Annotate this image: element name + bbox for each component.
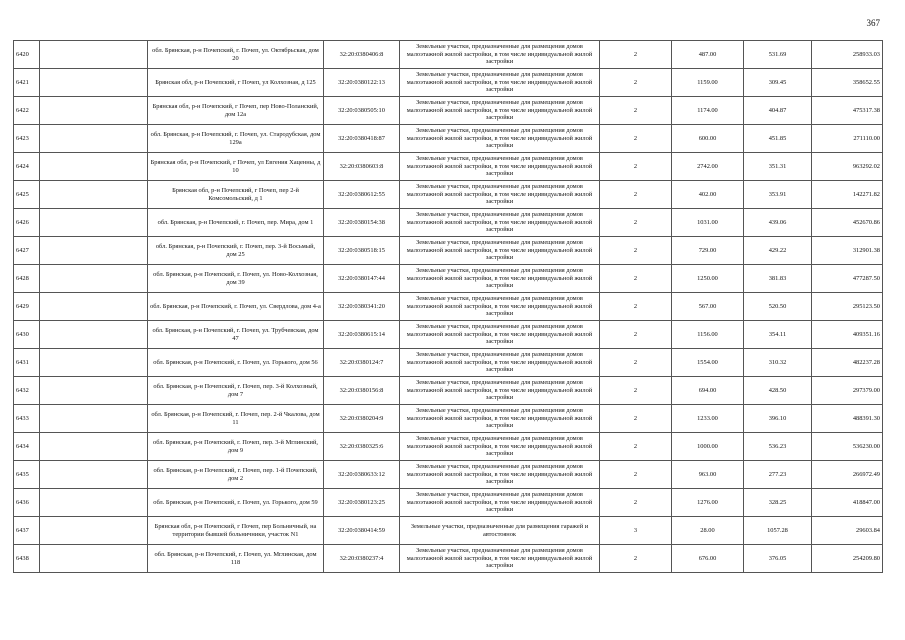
address-cell: Брянская обл, р-н Почепский, г Почеп, ул Евгения Хаценны, д 10	[148, 153, 324, 181]
address-cell: обл. Брянская, р-н Почепский, г. Почеп, пер. Мира, дом 1	[148, 209, 324, 237]
area-cell: 600.00	[672, 125, 744, 153]
specific-value-cell: 1057.28	[744, 517, 812, 545]
address-cell: обл. Брянская, р-н Почепский, г. Почеп, ул. Горького, дом 59	[148, 489, 324, 517]
address-cell: Брянская обл, р-н Почепский, г Почеп, пер 2-й Комсомольский, д 1	[148, 181, 324, 209]
blank-cell	[40, 545, 148, 573]
blank-cell	[40, 237, 148, 265]
land-use-cell: Земельные участки, предназначенные для размещения домов малоэтажной жилой застройки, в том числе индивидуальной жилой застройки	[400, 181, 600, 209]
table-row	[14, 489, 883, 517]
area-cell: 1156.00	[672, 321, 744, 349]
area-cell: 1000.00	[672, 433, 744, 461]
cadastral-number-cell: 32:20:0380406:8	[324, 41, 400, 69]
blank-cell	[40, 517, 148, 545]
address-cell: Брянская обл, р-н Почепский, г Почеп, ул Колхозная, д 125	[148, 69, 324, 97]
address-cell: обл. Брянская, р-н Почепский, г. Почеп, ул. Мглинская, дом 118	[148, 545, 324, 573]
land-use-cell: Земельные участки, предназначенные для размещения домов малоэтажной жилой застройки, в том числе индивидуальной жилой застройки	[400, 545, 600, 573]
cadastral-value-cell: 452670.86	[812, 209, 883, 237]
specific-value-cell: 376.05	[744, 545, 812, 573]
area-cell: 2742.00	[672, 153, 744, 181]
address-cell: обл. Брянская, р-н Почепский, г. Почеп, пер. 3-й Мглинский, дом 9	[148, 433, 324, 461]
cadastral-value-cell: 266972.49	[812, 461, 883, 489]
area-cell: 1159.00	[672, 69, 744, 97]
cadastral-number-cell: 32:20:0380603:8	[324, 153, 400, 181]
specific-value-cell: 531.69	[744, 41, 812, 69]
row-number-cell: 6430	[14, 321, 40, 349]
area-cell: 487.00	[672, 41, 744, 69]
table-row	[14, 545, 883, 573]
row-number-cell: 6423	[14, 125, 40, 153]
blank-cell	[40, 125, 148, 153]
area-cell: 1174.00	[672, 97, 744, 125]
row-number-cell: 6437	[14, 517, 40, 545]
cadastral-number-cell: 32:20:0380156:8	[324, 377, 400, 405]
specific-value-cell: 277.23	[744, 461, 812, 489]
specific-value-cell: 428.50	[744, 377, 812, 405]
row-number-cell: 6435	[14, 461, 40, 489]
land-use-cell: Земельные участки, предназначенные для размещения домов малоэтажной жилой застройки, в том числе индивидуальной жилой застройки	[400, 489, 600, 517]
group-cell: 2	[600, 489, 672, 517]
land-use-cell: Земельные участки, предназначенные для размещения домов малоэтажной жилой застройки, в том числе индивидуальной жилой застройки	[400, 153, 600, 181]
address-cell: обл. Брянская, р-н Почепский, г. Почеп, ул. Стародубская, дом 129а	[148, 125, 324, 153]
cadastral-number-cell: 32:20:0380123:25	[324, 489, 400, 517]
cadastral-value-cell: 536230.00	[812, 433, 883, 461]
group-cell: 2	[600, 97, 672, 125]
cadastral-value-cell: 482237.28	[812, 349, 883, 377]
area-cell: 1031.00	[672, 209, 744, 237]
land-use-cell: Земельные участки, предназначенные для размещения домов малоэтажной жилой застройки, в том числе индивидуальной жилой застройки	[400, 69, 600, 97]
table-row	[14, 153, 883, 181]
specific-value-cell: 520.50	[744, 293, 812, 321]
area-cell: 1554.00	[672, 349, 744, 377]
cadastral-value-cell: 271110.00	[812, 125, 883, 153]
blank-cell	[40, 489, 148, 517]
specific-value-cell: 353.91	[744, 181, 812, 209]
row-number-cell: 6421	[14, 69, 40, 97]
group-cell: 2	[600, 237, 672, 265]
land-use-cell: Земельные участки, предназначенные для размещения домов малоэтажной жилой застройки, в том числе индивидуальной жилой застройки	[400, 265, 600, 293]
table-row	[14, 181, 883, 209]
specific-value-cell: 404.87	[744, 97, 812, 125]
land-use-cell: Земельные участки, предназначенные для размещения домов малоэтажной жилой застройки, в том числе индивидуальной жилой застройки	[400, 433, 600, 461]
cadastral-value-cell: 477287.50	[812, 265, 883, 293]
group-cell: 2	[600, 377, 672, 405]
group-cell: 2	[600, 405, 672, 433]
specific-value-cell: 354.11	[744, 321, 812, 349]
specific-value-cell: 429.22	[744, 237, 812, 265]
row-number-cell: 6420	[14, 41, 40, 69]
area-cell: 676.00	[672, 545, 744, 573]
page-number: 367	[866, 18, 880, 28]
area-cell: 963.00	[672, 461, 744, 489]
row-number-cell: 6426	[14, 209, 40, 237]
blank-cell	[40, 433, 148, 461]
area-cell: 1250.00	[672, 265, 744, 293]
cadastral-value-cell: 358652.55	[812, 69, 883, 97]
table-row	[14, 293, 883, 321]
row-number-cell: 6425	[14, 181, 40, 209]
blank-cell	[40, 265, 148, 293]
cadastral-number-cell: 32:20:0380124:7	[324, 349, 400, 377]
address-cell: обл. Брянская, р-н Почепский, г. Почеп, пер. 1-й Почепский, дом 2	[148, 461, 324, 489]
land-use-cell: Земельные участки, предназначенные для размещения домов малоэтажной жилой застройки, в том числе индивидуальной жилой застройки	[400, 237, 600, 265]
cadastral-number-cell: 32:20:0380341:20	[324, 293, 400, 321]
group-cell: 2	[600, 181, 672, 209]
blank-cell	[40, 377, 148, 405]
cadastral-number-cell: 32:20:0380418:87	[324, 125, 400, 153]
blank-cell	[40, 153, 148, 181]
blank-cell	[40, 461, 148, 489]
blank-cell	[40, 209, 148, 237]
table-row	[14, 265, 883, 293]
row-number-cell: 6427	[14, 237, 40, 265]
blank-cell	[40, 181, 148, 209]
row-number-cell: 6429	[14, 293, 40, 321]
land-use-cell: Земельные участки, предназначенные для размещения домов малоэтажной жилой застройки, в том числе индивидуальной жилой застройки	[400, 321, 600, 349]
blank-cell	[40, 97, 148, 125]
cadastral-number-cell: 32:20:0380505:10	[324, 97, 400, 125]
area-cell: 567.00	[672, 293, 744, 321]
cadastral-number-cell: 32:20:0380633:12	[324, 461, 400, 489]
specific-value-cell: 451.85	[744, 125, 812, 153]
specific-value-cell: 328.25	[744, 489, 812, 517]
specific-value-cell: 381.83	[744, 265, 812, 293]
cadastral-number-cell: 32:20:0380147:44	[324, 265, 400, 293]
table-row	[14, 237, 883, 265]
cadastral-value-cell: 475317.38	[812, 97, 883, 125]
address-cell: обл. Брянская, р-н Почепский, г. Почеп, пер. 2-й Чкалова, дом 11	[148, 405, 324, 433]
cadastral-value-cell: 963292.02	[812, 153, 883, 181]
row-number-cell: 6428	[14, 265, 40, 293]
land-use-cell: Земельные участки, предназначенные для размещения гаражей и автостоянок	[400, 517, 600, 545]
blank-cell	[40, 41, 148, 69]
row-number-cell: 6431	[14, 349, 40, 377]
land-use-cell: Земельные участки, предназначенные для размещения домов малоэтажной жилой застройки, в том числе индивидуальной жилой застройки	[400, 97, 600, 125]
group-cell: 3	[600, 517, 672, 545]
cadastral-value-cell: 29603.84	[812, 517, 883, 545]
row-number-cell: 6438	[14, 545, 40, 573]
table-row	[14, 377, 883, 405]
cadastral-value-cell: 488391.30	[812, 405, 883, 433]
row-number-cell: 6422	[14, 97, 40, 125]
cadastral-number-cell: 32:20:0380414:59	[324, 517, 400, 545]
cadastral-number-cell: 32:20:0380204:9	[324, 405, 400, 433]
table-row	[14, 209, 883, 237]
group-cell: 2	[600, 461, 672, 489]
row-number-cell: 6432	[14, 377, 40, 405]
row-number-cell: 6433	[14, 405, 40, 433]
table-row	[14, 69, 883, 97]
cadastral-value-cell: 254209.80	[812, 545, 883, 573]
group-cell: 2	[600, 69, 672, 97]
cadastral-value-cell: 295123.50	[812, 293, 883, 321]
land-use-cell: Земельные участки, предназначенные для размещения домов малоэтажной жилой застройки, в том числе индивидуальной жилой застройки	[400, 125, 600, 153]
table-row	[14, 97, 883, 125]
area-cell: 28.00	[672, 517, 744, 545]
area-cell: 402.00	[672, 181, 744, 209]
specific-value-cell: 536.23	[744, 433, 812, 461]
group-cell: 2	[600, 153, 672, 181]
group-cell: 2	[600, 293, 672, 321]
group-cell: 2	[600, 545, 672, 573]
group-cell: 2	[600, 41, 672, 69]
blank-cell	[40, 293, 148, 321]
row-number-cell: 6434	[14, 433, 40, 461]
group-cell: 2	[600, 321, 672, 349]
table-row	[14, 517, 883, 545]
specific-value-cell: 396.10	[744, 405, 812, 433]
table-row	[14, 405, 883, 433]
table-row	[14, 349, 883, 377]
table-row	[14, 321, 883, 349]
address-cell: обл. Брянская, р-н Почепский, г. Почеп, ул. Трубчевская, дом 47	[148, 321, 324, 349]
blank-cell	[40, 321, 148, 349]
table-row	[14, 41, 883, 69]
address-cell: обл. Брянская, р-н Почепский, г. Почеп, ул. Свердлова, дом 4-а	[148, 293, 324, 321]
land-use-cell: Земельные участки, предназначенные для размещения домов малоэтажной жилой застройки, в том числе индивидуальной жилой застройки	[400, 209, 600, 237]
table-row	[14, 433, 883, 461]
address-cell: Брянская обл, р-н Почепский, г Почеп, пер Ново-Поланский, дом 12а	[148, 97, 324, 125]
table-body	[14, 41, 883, 573]
land-use-cell: Земельные участки, предназначенные для размещения домов малоэтажной жилой застройки, в том числе индивидуальной жилой застройки	[400, 405, 600, 433]
table-row	[14, 461, 883, 489]
cadastral-number-cell: 32:20:0380154:38	[324, 209, 400, 237]
specific-value-cell: 309.45	[744, 69, 812, 97]
group-cell: 2	[600, 209, 672, 237]
address-cell: обл. Брянская, р-н Почепский, г. Почеп, ул. Горького, дом 56	[148, 349, 324, 377]
cadastral-value-cell: 297379.00	[812, 377, 883, 405]
blank-cell	[40, 349, 148, 377]
cadastral-number-cell: 32:20:0380325:6	[324, 433, 400, 461]
address-cell: обл. Брянская, р-н Почепский, г. Почеп, пер. 3-й Восьмый, дом 25	[148, 237, 324, 265]
cadastral-number-cell: 32:20:0380615:14	[324, 321, 400, 349]
group-cell: 2	[600, 265, 672, 293]
cadastral-number-cell: 32:20:0380237:4	[324, 545, 400, 573]
area-cell: 729.00	[672, 237, 744, 265]
cadastral-number-cell: 32:20:0380122:13	[324, 69, 400, 97]
land-use-cell: Земельные участки, предназначенные для размещения домов малоэтажной жилой застройки, в том числе индивидуальной жилой застройки	[400, 461, 600, 489]
specific-value-cell: 310.32	[744, 349, 812, 377]
address-cell: обл. Брянская, р-н Почепский, г. Почеп, ул. Ново-Колхозная, дом 39	[148, 265, 324, 293]
row-number-cell: 6424	[14, 153, 40, 181]
land-use-cell: Земельные участки, предназначенные для размещения домов малоэтажной жилой застройки, в том числе индивидуальной жилой застройки	[400, 349, 600, 377]
land-use-cell: Земельные участки, предназначенные для размещения домов малоэтажной жилой застройки, в том числе индивидуальной жилой застройки	[400, 293, 600, 321]
blank-cell	[40, 69, 148, 97]
area-cell: 694.00	[672, 377, 744, 405]
area-cell: 1233.00	[672, 405, 744, 433]
address-cell: обл. Брянская, р-н Почепский, г. Почеп, ул. Октябрьская, дом 20	[148, 41, 324, 69]
area-cell: 1276.00	[672, 489, 744, 517]
blank-cell	[40, 405, 148, 433]
land-use-cell: Земельные участки, предназначенные для размещения домов малоэтажной жилой застройки, в том числе индивидуальной жилой застройки	[400, 377, 600, 405]
cadastral-value-cell: 142271.82	[812, 181, 883, 209]
table-row	[14, 125, 883, 153]
group-cell: 2	[600, 433, 672, 461]
row-number-cell: 6436	[14, 489, 40, 517]
cadastral-value-cell: 312901.38	[812, 237, 883, 265]
address-cell: обл. Брянская, р-н Почепский, г. Почеп, пер. 3-й Колхозный, дом 7	[148, 377, 324, 405]
cadastral-value-table	[13, 40, 883, 573]
group-cell: 2	[600, 349, 672, 377]
cadastral-value-cell: 409351.16	[812, 321, 883, 349]
specific-value-cell: 439.06	[744, 209, 812, 237]
group-cell: 2	[600, 125, 672, 153]
land-use-cell: Земельные участки, предназначенные для размещения домов малоэтажной жилой застройки, в том числе индивидуальной жилой застройки	[400, 41, 600, 69]
specific-value-cell: 351.31	[744, 153, 812, 181]
cadastral-value-cell: 258933.03	[812, 41, 883, 69]
cadastral-number-cell: 32:20:0380518:15	[324, 237, 400, 265]
cadastral-number-cell: 32:20:0380612:55	[324, 181, 400, 209]
address-cell: Брянская обл, р-н Почепский, г Почеп, пер Больничный, на территории бывшей больничники, участок N1	[148, 517, 324, 545]
cadastral-value-cell: 418847.00	[812, 489, 883, 517]
